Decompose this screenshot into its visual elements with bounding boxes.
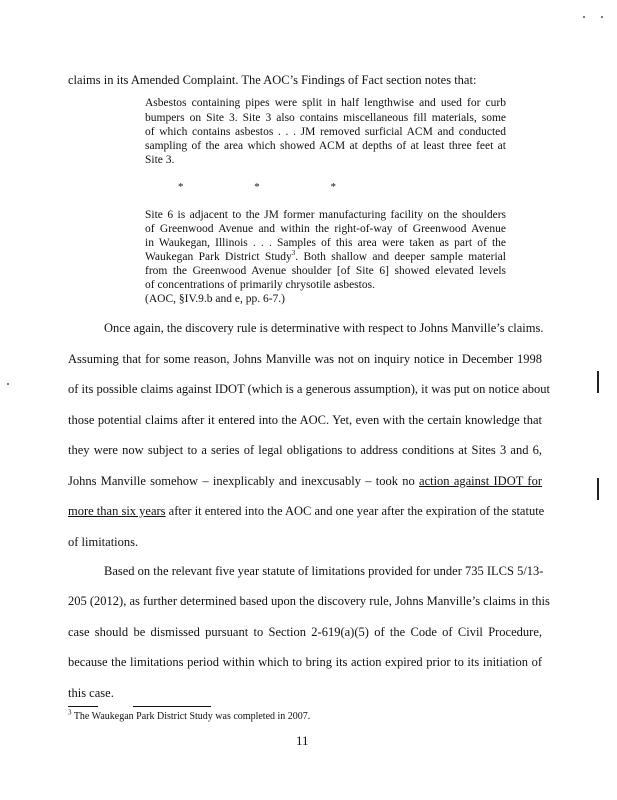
paragraph1-line	[68, 504, 545, 518]
quote1-line: of which contains asbestos . . . JM removed surficial ACM and conducted	[145, 126, 506, 138]
paragraph1-line: Assuming that for some reason, Johns Manville was not on inquiry notice in December 1998	[68, 352, 542, 366]
quote2-line-part: . Both shallow and deeper sample material	[295, 251, 506, 263]
paragraph1-line: they were now subject to a series of legal obligations to address conditions at Sites 3 and 6,	[68, 443, 542, 457]
paragraph2-line: because the limitations period within which to bring its action expired prior to its initiation of	[68, 655, 542, 669]
paragraph2-line: 205 (2012), as further determined based upon the discovery rule, Johns Manville’s claims in this	[68, 594, 550, 608]
quote2-line	[145, 251, 506, 264]
margin-change-bar	[597, 478, 599, 500]
quote2-line-part: Waukegan Park District Study	[145, 251, 292, 263]
margin-change-bar	[597, 371, 599, 393]
footnote-separator	[133, 706, 211, 707]
quote1-line: Asbestos containing pipes were split in half lengthwise and used for curb	[145, 97, 506, 109]
quote2-line: from the Greenwood Avenue shoulder [of Site 6] showed elevated levels	[145, 265, 506, 277]
paragraph2-line: Based on the relevant five year statute of limitations provided for under 735 ILCS 5/13-	[104, 564, 544, 578]
footnote-text: The Waukegan Park District Study was completed in 2007.	[71, 711, 311, 722]
footnote-marker: 3	[68, 708, 72, 717]
quote1-line: Site 3.	[145, 154, 175, 166]
paragraph2-line: case should be dismissed pursuant to Section 2-619(a)(5) of the Code of Civil Procedure,	[68, 625, 542, 639]
paragraph1-line: Once again, the discovery rule is determinative with respect to Johns Manville’s claims.	[104, 321, 544, 335]
underlined-text: more than six years	[68, 504, 166, 518]
citation-line: (AOC, §IV.9.b and e, pp. 6-7.)	[145, 293, 286, 305]
paragraph1-line-part: Johns Manville somehow – inexplicably and inexcusably – took no	[68, 474, 420, 488]
intro-line: claims in its Amended Complaint. The AOC’s Findings of Fact section notes that:	[68, 73, 477, 87]
paragraph1-line	[68, 474, 542, 488]
quote1-line: sampling of the area which showed ACM at depths of at least three feet at	[145, 140, 506, 152]
footnote-ref: 3	[291, 249, 296, 258]
paragraph1-line-part: after it entered into the AOC and one year after the expiration of the statute	[165, 504, 545, 518]
quote2-line: of Greenwood Avenue and within the right-of-way of Greenwood Avenue	[145, 223, 506, 235]
scan-speck	[601, 16, 603, 18]
paragraph2-line: this case.	[68, 686, 114, 700]
underlined-text: action against IDOT for	[419, 474, 542, 488]
ellipsis-stars: * * *	[178, 181, 370, 193]
quote2-line: Site 6 is adjacent to the JM former manufacturing facility on the shoulders	[145, 209, 506, 221]
quote2-line: of concentrations of primarily chrysotile asbestos.	[145, 279, 375, 291]
paragraph1-line: those potential claims after it entered into the AOC. Yet, even with the certain knowledge that	[68, 413, 542, 427]
paragraph1-line: of limitations.	[68, 535, 139, 549]
footnote-separator	[68, 706, 98, 707]
page-number: 11	[296, 733, 309, 748]
footnote	[68, 708, 311, 722]
quote2-line: in Waukegan, Illinois . . . Samples of this area were taken as part of the	[145, 237, 506, 249]
scan-speck	[583, 16, 585, 18]
paragraph1-line: of its possible claims against IDOT (which is a generous assumption), it was put on notice about	[68, 382, 550, 396]
quote1-line: bumpers on Site 3. Site 3 also contains miscellaneous fill materials, some	[145, 112, 506, 124]
scan-speck	[7, 383, 9, 385]
